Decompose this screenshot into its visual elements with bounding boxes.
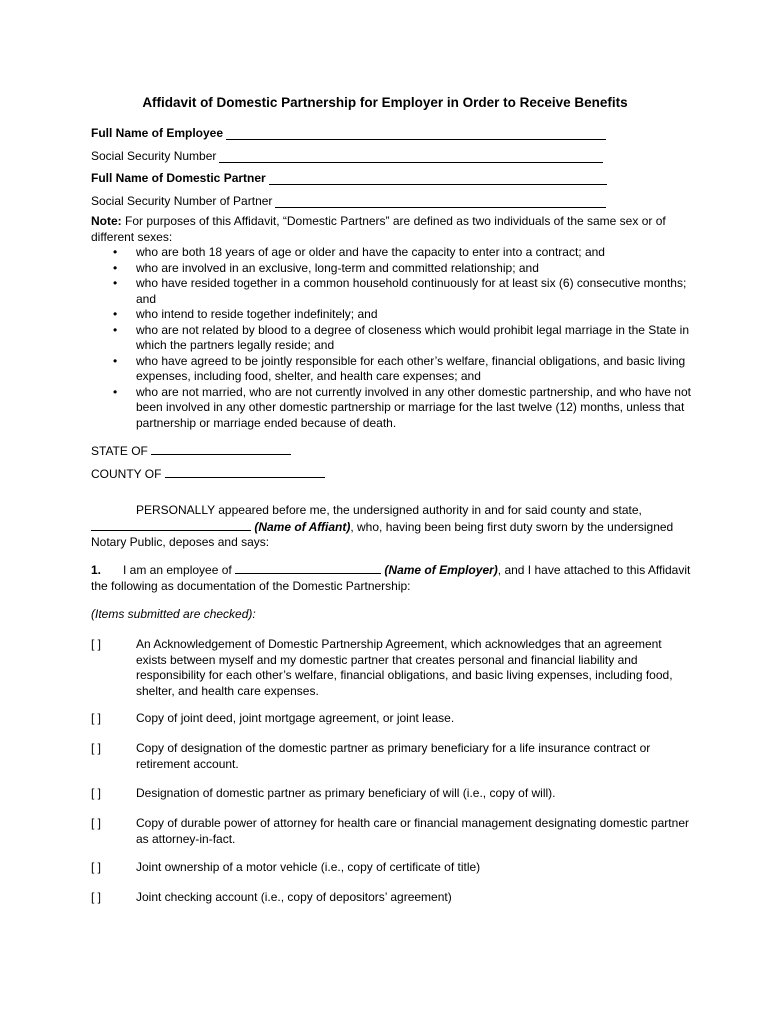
list-item	[91, 261, 691, 277]
checklist-item	[91, 741, 691, 772]
list-item	[91, 276, 691, 307]
criteria-list	[91, 245, 691, 431]
partner-ssn-line[interactable]	[275, 195, 606, 208]
checkbox[interactable]: [ ]	[91, 860, 102, 874]
bullet-icon: •	[113, 260, 118, 275]
list-item	[91, 245, 691, 261]
bullet-icon: •	[113, 276, 118, 290]
ssn-field	[91, 147, 603, 163]
list-item-text: who are not married, who are not currently involved in any other domestic partnership, and who have not been involved in any other domestic partnership or marriage for the last twelve (12) months, unless that partnership or marriage ended because of death.	[136, 384, 691, 430]
affiant-line[interactable]	[91, 519, 251, 531]
checkbox[interactable]: [ ]	[91, 711, 102, 725]
county-line[interactable]	[165, 466, 325, 478]
partner-name-line[interactable]	[269, 172, 607, 185]
checklist-item	[91, 637, 691, 699]
employee-name-label: Full Name of Employee	[91, 126, 224, 140]
checklist-item-text: Joint checking account (i.e., copy of depositors’ agreement)	[136, 890, 452, 904]
state-field	[91, 443, 291, 458]
employer-label: (Name of Employer)	[384, 563, 498, 577]
partner-name-label: Full Name of Domestic Partner	[91, 171, 266, 185]
checkbox[interactable]: [ ]	[91, 890, 102, 904]
partner-ssn-field	[91, 192, 606, 208]
checklist-item	[91, 786, 691, 802]
checklist-item	[91, 711, 691, 727]
list-item-text: who intend to reside together indefinitely; and	[136, 307, 378, 321]
employer-line[interactable]	[235, 562, 381, 574]
checkbox[interactable]: [ ]	[91, 741, 102, 755]
state-line[interactable]	[151, 443, 291, 455]
checklist-item	[91, 890, 691, 906]
list-item	[91, 307, 691, 323]
county-field	[91, 466, 325, 481]
checkbox[interactable]: [ ]	[91, 637, 102, 651]
bullet-icon: •	[113, 384, 118, 399]
personally-text-1: PERSONALLY appeared before me, the undersigned authority in and for said county and state,	[136, 503, 642, 517]
bullet-icon: •	[113, 322, 118, 337]
ssn-label: Social Security Number	[91, 149, 217, 163]
checklist-item-text: An Acknowledgement of Domestic Partnership Agreement, which acknowledges that an agreement exists between myself and my domestic partner that creates personal and financial liability and responsibility for each other’s welfare, financial obligations, and basic living expenses, including food, shelter, and health care expenses.	[136, 637, 673, 698]
list-item-text: who are both 18 years of age or older and have the capacity to enter into a contract; and	[136, 245, 605, 259]
list-item-text: who have resided together in a common household continuously for at least six (6) consecutive months; and	[136, 276, 687, 306]
personally-text-2: , who, having been being first duty sworn by the undersigned Notary Public, deposes and says:	[91, 519, 674, 549]
list-item	[91, 385, 691, 432]
list-item	[91, 354, 691, 385]
employer-text-2: , and I have attached to this Affidavit the following as documentation of the Domestic Partnership:	[91, 563, 691, 593]
checklist-item-text: Copy of designation of the domestic partner as primary beneficiary for a life insurance contract or retirement account.	[136, 741, 651, 771]
employer-text-1: I am an employee of	[123, 563, 232, 577]
checklist-item-text: Designation of domestic partner as primary beneficiary of will (i.e., copy of will).	[136, 786, 556, 800]
checkbox[interactable]: [ ]	[91, 786, 102, 800]
list-item-text: who are not related by blood to a degree of closeness which would prohibit legal marriage in the State in which the partners legally reside; and	[136, 322, 690, 352]
employee-name-field	[91, 124, 606, 140]
county-label: COUNTY OF	[91, 467, 162, 481]
ssn-line[interactable]	[219, 150, 603, 163]
employer-paragraph	[91, 562, 691, 594]
document-title: Affidavit of Domestic Partnership for Employer in Order to Receive Benefits	[142, 95, 628, 110]
bullet-icon: •	[113, 353, 118, 368]
bullet-icon: •	[113, 307, 118, 321]
definition-note	[91, 214, 691, 431]
affiant-label: (Name of Affiant)	[254, 519, 351, 534]
list-item	[91, 323, 691, 354]
checklist-item-text: Joint ownership of a motor vehicle (i.e., copy of certificate of title)	[136, 860, 481, 874]
personally-paragraph	[91, 503, 691, 551]
checklist-item-text: Copy of joint deed, joint mortgage agreement, or joint lease.	[136, 711, 455, 725]
checklist-item-text: Copy of durable power of attorney for health care or financial management designating domestic partner as attorney-in-fact.	[136, 816, 689, 846]
checklist-item	[91, 816, 691, 847]
item-number: 1.	[91, 563, 102, 577]
employee-name-line[interactable]	[226, 127, 606, 140]
partner-name-field	[91, 169, 607, 185]
partner-ssn-label: Social Security Number of Partner	[91, 194, 273, 208]
note-label: Note:	[91, 214, 122, 228]
items-submitted-caption: (Items submitted are checked):	[91, 607, 256, 621]
list-item-text: who are involved in an exclusive, long-term and committed relationship; and	[136, 260, 539, 275]
list-item-text: who have agreed to be jointly responsible for each other’s welfare, financial obligations, and basic living expenses, including food, shelter, and health care expenses; and	[136, 353, 686, 383]
note-text: For purposes of this Affidavit, “Domestic Partners” are defined as two individuals of the same sex or of different sexes:	[91, 214, 666, 244]
checkbox[interactable]: [ ]	[91, 816, 102, 830]
state-label: STATE OF	[91, 444, 148, 458]
checklist-item	[91, 860, 691, 876]
bullet-icon: •	[113, 245, 118, 259]
